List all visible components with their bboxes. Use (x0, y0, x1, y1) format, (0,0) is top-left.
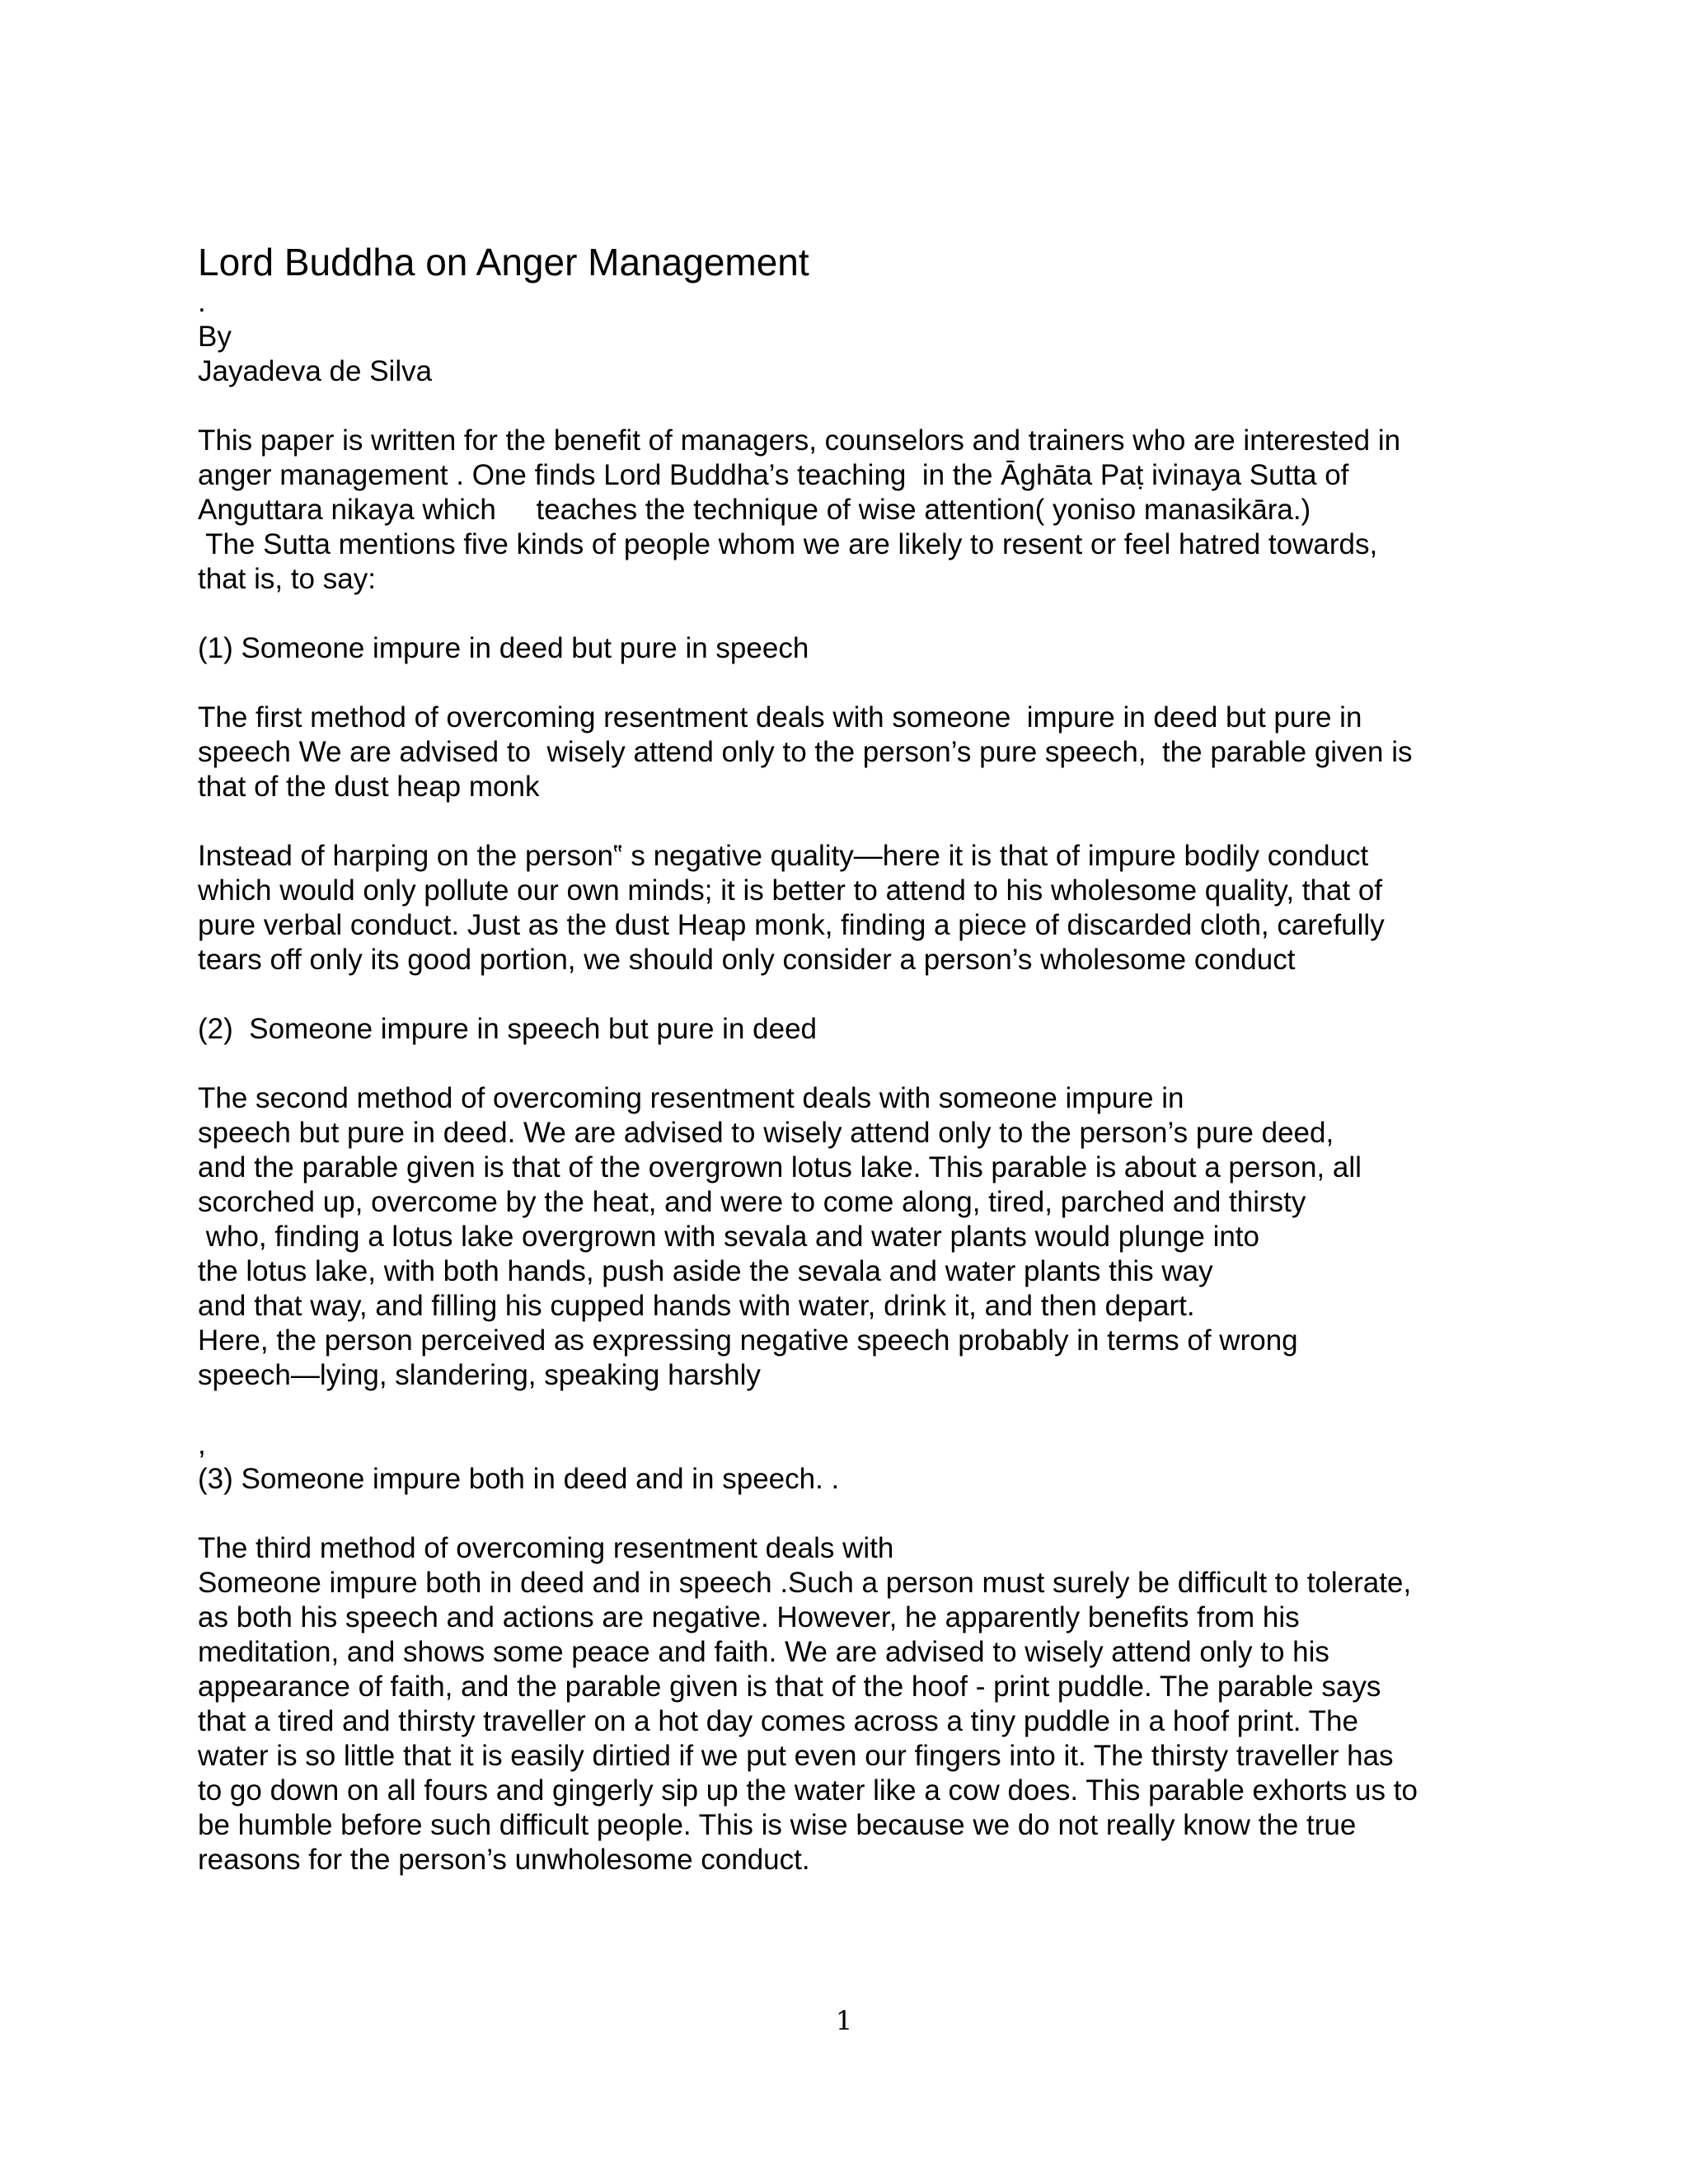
paragraph-line: Here, the person perceived as expressing negative speech probably in terms of wrong (198, 1324, 1298, 1357)
document-title: Lord Buddha on Anger Management (198, 241, 809, 284)
paragraph-line: the lotus lake, with both hands, push aside the sevala and water plants this way (198, 1255, 1213, 1287)
intro-line: This paper is written for the benefit of managers, counselors and trainers who are interested in (198, 424, 1401, 457)
section-3-paragraph (198, 1531, 1517, 1877)
section-3-heading: (3) Someone impure both in deed and in speech. . (198, 1463, 840, 1495)
by-label: By (198, 321, 232, 353)
stray-comma: , (198, 1428, 206, 1460)
paragraph-line: that a tired and thirsty traveller on a hot day comes across a tiny puddle in a hoof print. The (198, 1705, 1358, 1737)
title-dot: . (198, 286, 206, 318)
document-body (198, 239, 1517, 1877)
paragraph-line: and the parable given is that of the overgrown lotus lake. This parable is about a person, all (198, 1151, 1362, 1183)
paragraph-line: reasons for the person’s unwholesome conduct. (198, 1844, 810, 1876)
paragraph-line: who, finding a lotus lake overgrown with sevala and water plants would plunge into (198, 1221, 1259, 1253)
paragraph-line: Instead of harping on the person‟ s negative quality—here it is that of impure bodily conduct (198, 840, 1369, 872)
spacer (198, 1393, 1517, 1427)
spacer (198, 804, 1517, 839)
section-1-paragraph-2 (198, 839, 1517, 977)
paragraph-line: scorched up, overcome by the heat, and were to come along, tired, parched and thirsty (198, 1186, 1306, 1218)
paragraph-line: as both his speech and actions are negative. However, he apparently benefits from his (198, 1601, 1300, 1633)
paragraph-line: speech—lying, slandering, speaking harshly (198, 1359, 761, 1391)
intro-line: Anguttara nikaya which teaches the technique of wise attention( yoniso manasikāra.) (198, 494, 1311, 526)
paragraph-line: appearance of faith, and the parable given is that of the hoof - print puddle. The parable says (198, 1671, 1381, 1703)
paragraph-line: pure verbal conduct. Just as the dust Heap monk, finding a piece of discarded cloth, carefully (198, 909, 1385, 941)
paragraph-line: The second method of overcoming resentment deals with someone impure in (198, 1082, 1184, 1114)
section-2-paragraph (198, 1081, 1517, 1393)
intro-line: that is, to say: (198, 563, 376, 595)
intro-line: The Sutta mentions five kinds of people whom we are likely to resent or feel hatred towards, (198, 528, 1378, 560)
section-1-paragraph-1 (198, 701, 1517, 804)
paragraph-line: The first method of overcoming resentment deals with someone impure in deed but pure in (198, 701, 1362, 733)
spacer (198, 977, 1517, 1012)
spacer (198, 666, 1517, 701)
page-number: 1 (835, 2005, 853, 2036)
paragraph-line: meditation, and shows some peace and faith. We are advised to wisely attend only to his (198, 1636, 1329, 1668)
paragraph-line: that of the dust heap monk (198, 771, 540, 803)
paragraph-line: to go down on all fours and gingerly sip up the water like a cow does. This parable exhorts us to (198, 1774, 1418, 1807)
paragraph-line: speech but pure in deed. We are advised to wisely attend only to the person’s pure deed, (198, 1117, 1334, 1149)
intro-line: anger management . One finds Lord Buddha’s teaching in the Āghāta Paṭ ivinaya Sutta of (198, 459, 1349, 491)
intro-paragraph (198, 424, 1517, 597)
paragraph-line: water is so little that it is easily dirtied if we put even our fingers into it. The thirsty traveller has (198, 1740, 1394, 1772)
paragraph-line: Someone impure both in deed and in speech .Such a person must surely be difficult to tolerate, (198, 1567, 1412, 1599)
section-1-heading: (1) Someone impure in deed but pure in speech (198, 632, 809, 664)
spacer (198, 389, 1517, 424)
paragraph-line: tears off only its good portion, we should only consider a person’s wholesome conduct (198, 944, 1296, 976)
paragraph-line: and that way, and filling his cupped hands with water, drink it, and then depart. (198, 1290, 1195, 1322)
spacer (198, 597, 1517, 631)
paragraph-line: which would only pollute our own minds; it is better to attend to his wholesome quality, that of (198, 874, 1383, 907)
spacer (198, 1047, 1517, 1081)
paragraph-line: The third method of overcoming resentment deals with (198, 1532, 894, 1564)
paragraph-line: be humble before such difficult people. This is wise because we do not really know the true (198, 1809, 1357, 1841)
spacer (198, 1497, 1517, 1531)
author-name: Jayadeva de Silva (198, 355, 433, 387)
paragraph-line: speech We are advised to wisely attend only to the person’s pure speech, the parable given is (198, 736, 1413, 768)
section-2-heading: (2) Someone impure in speech but pure in deed (198, 1013, 818, 1045)
